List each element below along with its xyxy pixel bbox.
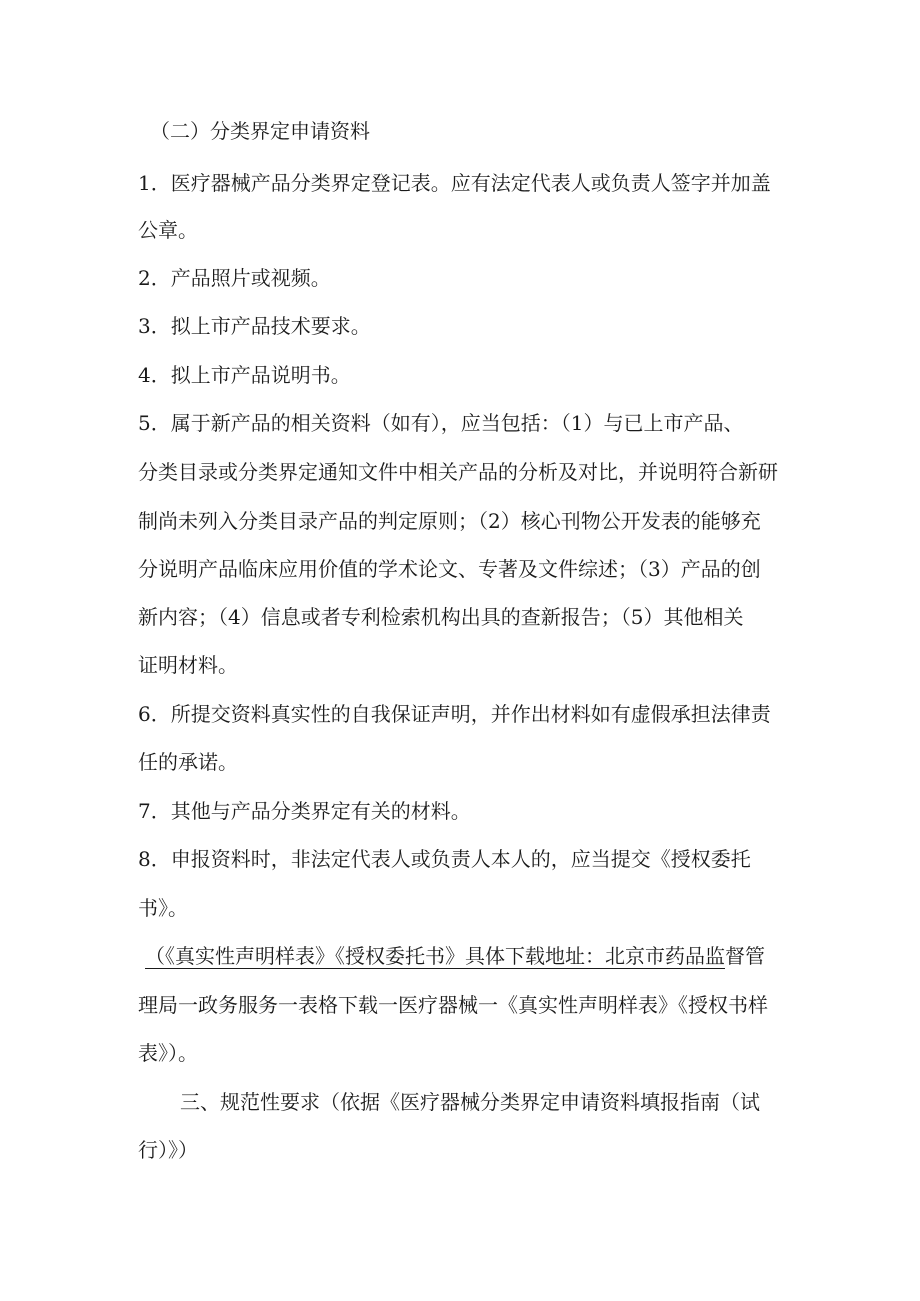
item-7-text: 7．其他与产品分类界定有关的材料。	[138, 799, 471, 823]
section-3-heading: 三、规范性要求（依据《医疗器械分类界定申请资料填报指南（试	[180, 1090, 760, 1114]
download-note-rest: 督管	[725, 944, 765, 968]
item-5-text-continued: 证明材料。	[138, 653, 238, 677]
item-8-text-continued: 书》。	[138, 896, 188, 920]
item-4-text: 4．拟上市产品说明书。	[138, 363, 351, 387]
item-5-text-continued: 分类目录或分类界定通知文件中相关产品的分析及对比，并说明符合新研	[138, 460, 778, 484]
item-5-text-continued: 制尚未列入分类目录产品的判定原则；（2）核心刊物公开发表的能够充	[138, 509, 761, 533]
item-2-text: 2．产品照片或视频。	[138, 266, 331, 290]
item-5-text: 5．属于新产品的相关资料（如有），应当包括：（1）与已上市产品、	[138, 411, 744, 435]
item-8-text: 8．申报资料时，非法定代表人或负责人本人的，应当提交《授权委托	[138, 847, 751, 871]
item-1-text: 1．医疗器械产品分类界定登记表。应有法定代表人或负责人签字并加盖	[138, 171, 771, 195]
download-note-continued: 表》）。	[138, 1041, 198, 1065]
item-3-text: 3．拟上市产品技术要求。	[138, 314, 371, 338]
download-note-underlined: （《真实性声明样表》《授权委托书》具体下载地址：北京市药品监	[145, 944, 725, 968]
item-6-text: 6．所提交资料真实性的自我保证声明，并作出材料如有虚假承担法律责	[138, 702, 771, 726]
download-note	[145, 942, 765, 970]
download-note-continued: 理局一政务服务一表格下载一医疗器械一《真实性声明样表》《授权书样	[138, 993, 768, 1017]
item-5-text-continued: 新内容；（4）信息或者专利检索机构出具的查新报告；（5）其他相关	[138, 605, 744, 629]
item-1-text-continued: 公章。	[138, 218, 198, 242]
item-6-text-continued: 任的承诺。	[138, 750, 238, 774]
item-5-text-continued: 分说明产品临床应用价值的学术论文、专著及文件综述；（3）产品的创	[138, 557, 761, 581]
section-3-heading-continued: 行）》）	[138, 1138, 198, 1162]
section-heading-application-materials: （二）分类界定申请资料	[150, 119, 370, 143]
